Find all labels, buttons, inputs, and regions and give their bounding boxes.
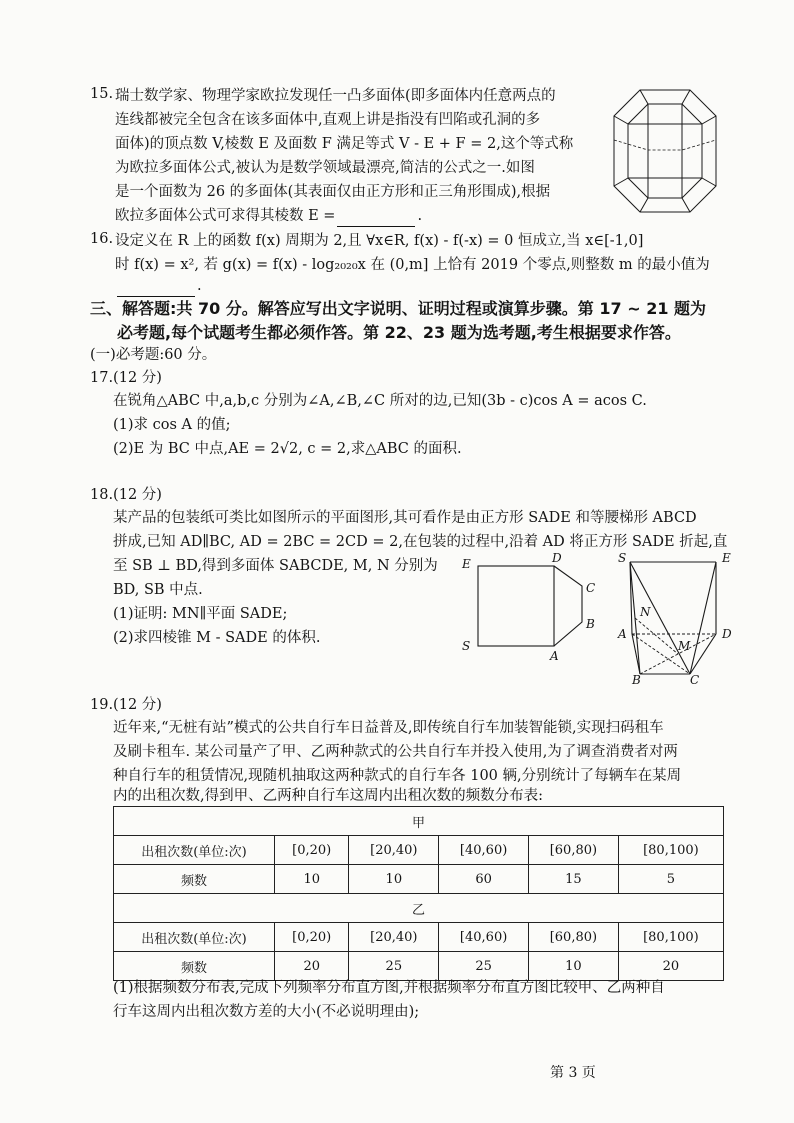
interval-cell: [80,100) (618, 836, 723, 865)
label-M: M (678, 639, 691, 653)
q15-number: 15. (90, 86, 114, 102)
table-row (114, 807, 724, 836)
q15-line-2: 连线都被完全包含在该多面体中,直观上讲是指没有凹陷或孔洞的多 (115, 112, 541, 128)
freq-cell: 25 (439, 952, 529, 981)
q17-number: 17.(12 分) (90, 370, 162, 386)
freq-cell: 5 (618, 865, 723, 894)
q17-part-2: (2)E 为 BC 中点,AE = 2√2, c = 2,求△ABC 的面积. (113, 441, 462, 457)
q15-line-5: 是一个面数为 26 的多面体(其表面仅由正方形和正三角形围成),根据 (115, 184, 551, 200)
freq-cell: 10 (275, 865, 349, 894)
q16-line-2: 时 f(x) = x², 若 g(x) = f(x) - log₂₀₂₀x 在 (0,m] 上恰有 2019 个零点,则整数 m 的最小值为 (115, 257, 710, 273)
interval-cell: [80,100) (618, 923, 723, 952)
q19-line-1: 近年来,“无桩有站”模式的公共自行车日益普及,即传统自行车加装智能锁,实现扫码租车 (113, 720, 664, 736)
q18-flat-figure (460, 552, 610, 670)
label-E: E (462, 557, 471, 571)
interval-cell: [0,20) (275, 923, 349, 952)
q16-number: 16. (90, 231, 114, 247)
table-title-b: 乙 (114, 894, 724, 923)
q17-part-1: (1)求 cos A 的值; (113, 417, 231, 433)
q15-line-1: 瑞士数学家、物理学家欧拉发现任一凸多面体(即多面体内任意两点的 (115, 88, 556, 104)
q19-part-1-line-1: (1)根据频数分布表,完成下列频率分布直方图,并根据频率分布直方图比较甲、乙两种自 (113, 980, 665, 996)
answer-blank (337, 212, 415, 227)
freq-cell: 10 (529, 952, 619, 981)
answer-blank (117, 282, 195, 297)
q17-line-1: 在锐角△ABC 中,a,b,c 分别为∠A,∠B,∠C 所对的边,已知(3b - c)cos A = acos C. (113, 393, 647, 409)
page-number: 第 3 页 (550, 1065, 596, 1081)
interval-cell: [60,80) (529, 836, 619, 865)
freq-cell: 15 (529, 865, 619, 894)
interval-cell: [40,60) (439, 923, 529, 952)
label-D: D (552, 552, 562, 565)
table-row (114, 894, 724, 923)
q19-line-4: 内的出租次数,得到甲、乙两种自行车这周内出租次数的频数分布表: (113, 788, 543, 804)
label-E2: E (722, 551, 731, 565)
q18-line-2: 拼成,已知 AD∥BC, AD = 2BC = 2CD = 2,在包装的过程中,沿着 AD 将正方形 SADE 折起,直 (113, 534, 728, 550)
label-D2: D (722, 627, 732, 641)
table-row (114, 836, 724, 865)
freq-label: 频数 (114, 952, 275, 981)
label-S: S (462, 639, 471, 653)
q18-number: 18.(12 分) (90, 487, 162, 503)
freq-cell: 60 (439, 865, 529, 894)
table-row (114, 923, 724, 952)
label-C2: C (690, 673, 700, 684)
table-row (114, 865, 724, 894)
q18-part-1: (1)证明: MN∥平面 SADE; (113, 606, 288, 622)
q19-part-1-line-2: 行车这周内出租次数方差的大小(不必说明理由); (113, 1004, 420, 1020)
label-N: N (640, 605, 651, 619)
q19-number: 19.(12 分) (90, 697, 162, 713)
q19-line-3: 种自行车的租赁情况,现随机抽取这两种款式的自行车各 100 辆,分别统计了每辆车在某周 (113, 768, 682, 784)
row-label: 出租次数(单位:次) (114, 836, 275, 865)
label-B2: B (632, 673, 641, 684)
interval-cell: [60,80) (529, 923, 619, 952)
frequency-table (113, 806, 724, 981)
section-title-line-2: 必考题,每个试题考生都必须作答。第 22、23 题为选考题,考生根据要求作答。 (117, 323, 681, 342)
freq-cell: 20 (275, 952, 349, 981)
q19-line-2: 及刷卡租车. 某公司量产了甲、乙两种款式的公共自行车并投入使用,为了调查消费者对两 (113, 744, 678, 760)
q15-line-4: 为欧拉多面体公式,被认为是数学领域最漂亮,简洁的公式之一.如图 (115, 160, 535, 176)
interval-cell: [40,60) (439, 836, 529, 865)
q18-part-2: (2)求四棱锥 M - SADE 的体积. (113, 630, 321, 646)
freq-cell: 10 (349, 865, 439, 894)
q16-answer-line: . (115, 276, 202, 297)
label-S2: S (618, 551, 627, 565)
row-label: 出租次数(单位:次) (114, 923, 275, 952)
interval-cell: [20,40) (349, 923, 439, 952)
label-A2: A (618, 627, 627, 641)
section-subtitle: (一)必考题:60 分。 (90, 347, 217, 363)
q18-line-3: 至 SB ⊥ BD,得到多面体 SABCDE, M, N 分别为 (113, 558, 438, 574)
interval-cell: [0,20) (275, 836, 349, 865)
freq-label: 频数 (114, 865, 275, 894)
section-title-line-1: 三、解答题:共 70 分。解答应写出文字说明、证明过程或演算步骤。第 17 ~ 21 题为 (90, 299, 707, 318)
freq-cell: 20 (618, 952, 723, 981)
q15-line-6: 欧拉多面体公式可求得其棱数 E = . (115, 206, 422, 227)
label-C: C (586, 581, 596, 595)
q18-line-1: 某产品的包装纸可类比如图所示的平面图形,其可看作是由正方形 SADE 和等腰梯形 ABCD (113, 510, 697, 526)
polyhedron-figure (608, 84, 722, 218)
q18-line-4: BD, SB 中点. (113, 582, 203, 598)
q15-line-3: 面体)的顶点数 V,棱数 E 及面数 F 满足等式 V - E + F = 2,这个等式称 (115, 136, 574, 152)
table-row (114, 952, 724, 981)
label-A: A (550, 649, 559, 663)
q18-folded-figure (614, 550, 740, 684)
interval-cell: [20,40) (349, 836, 439, 865)
label-B: B (586, 617, 595, 631)
freq-cell: 25 (349, 952, 439, 981)
table-title-a: 甲 (114, 807, 724, 836)
q16-line-1: 设定义在 R 上的函数 f(x) 周期为 2,且 ∀x∈R, f(x) - f(-x) = 0 恒成立,当 x∈[-1,0] (115, 233, 644, 249)
